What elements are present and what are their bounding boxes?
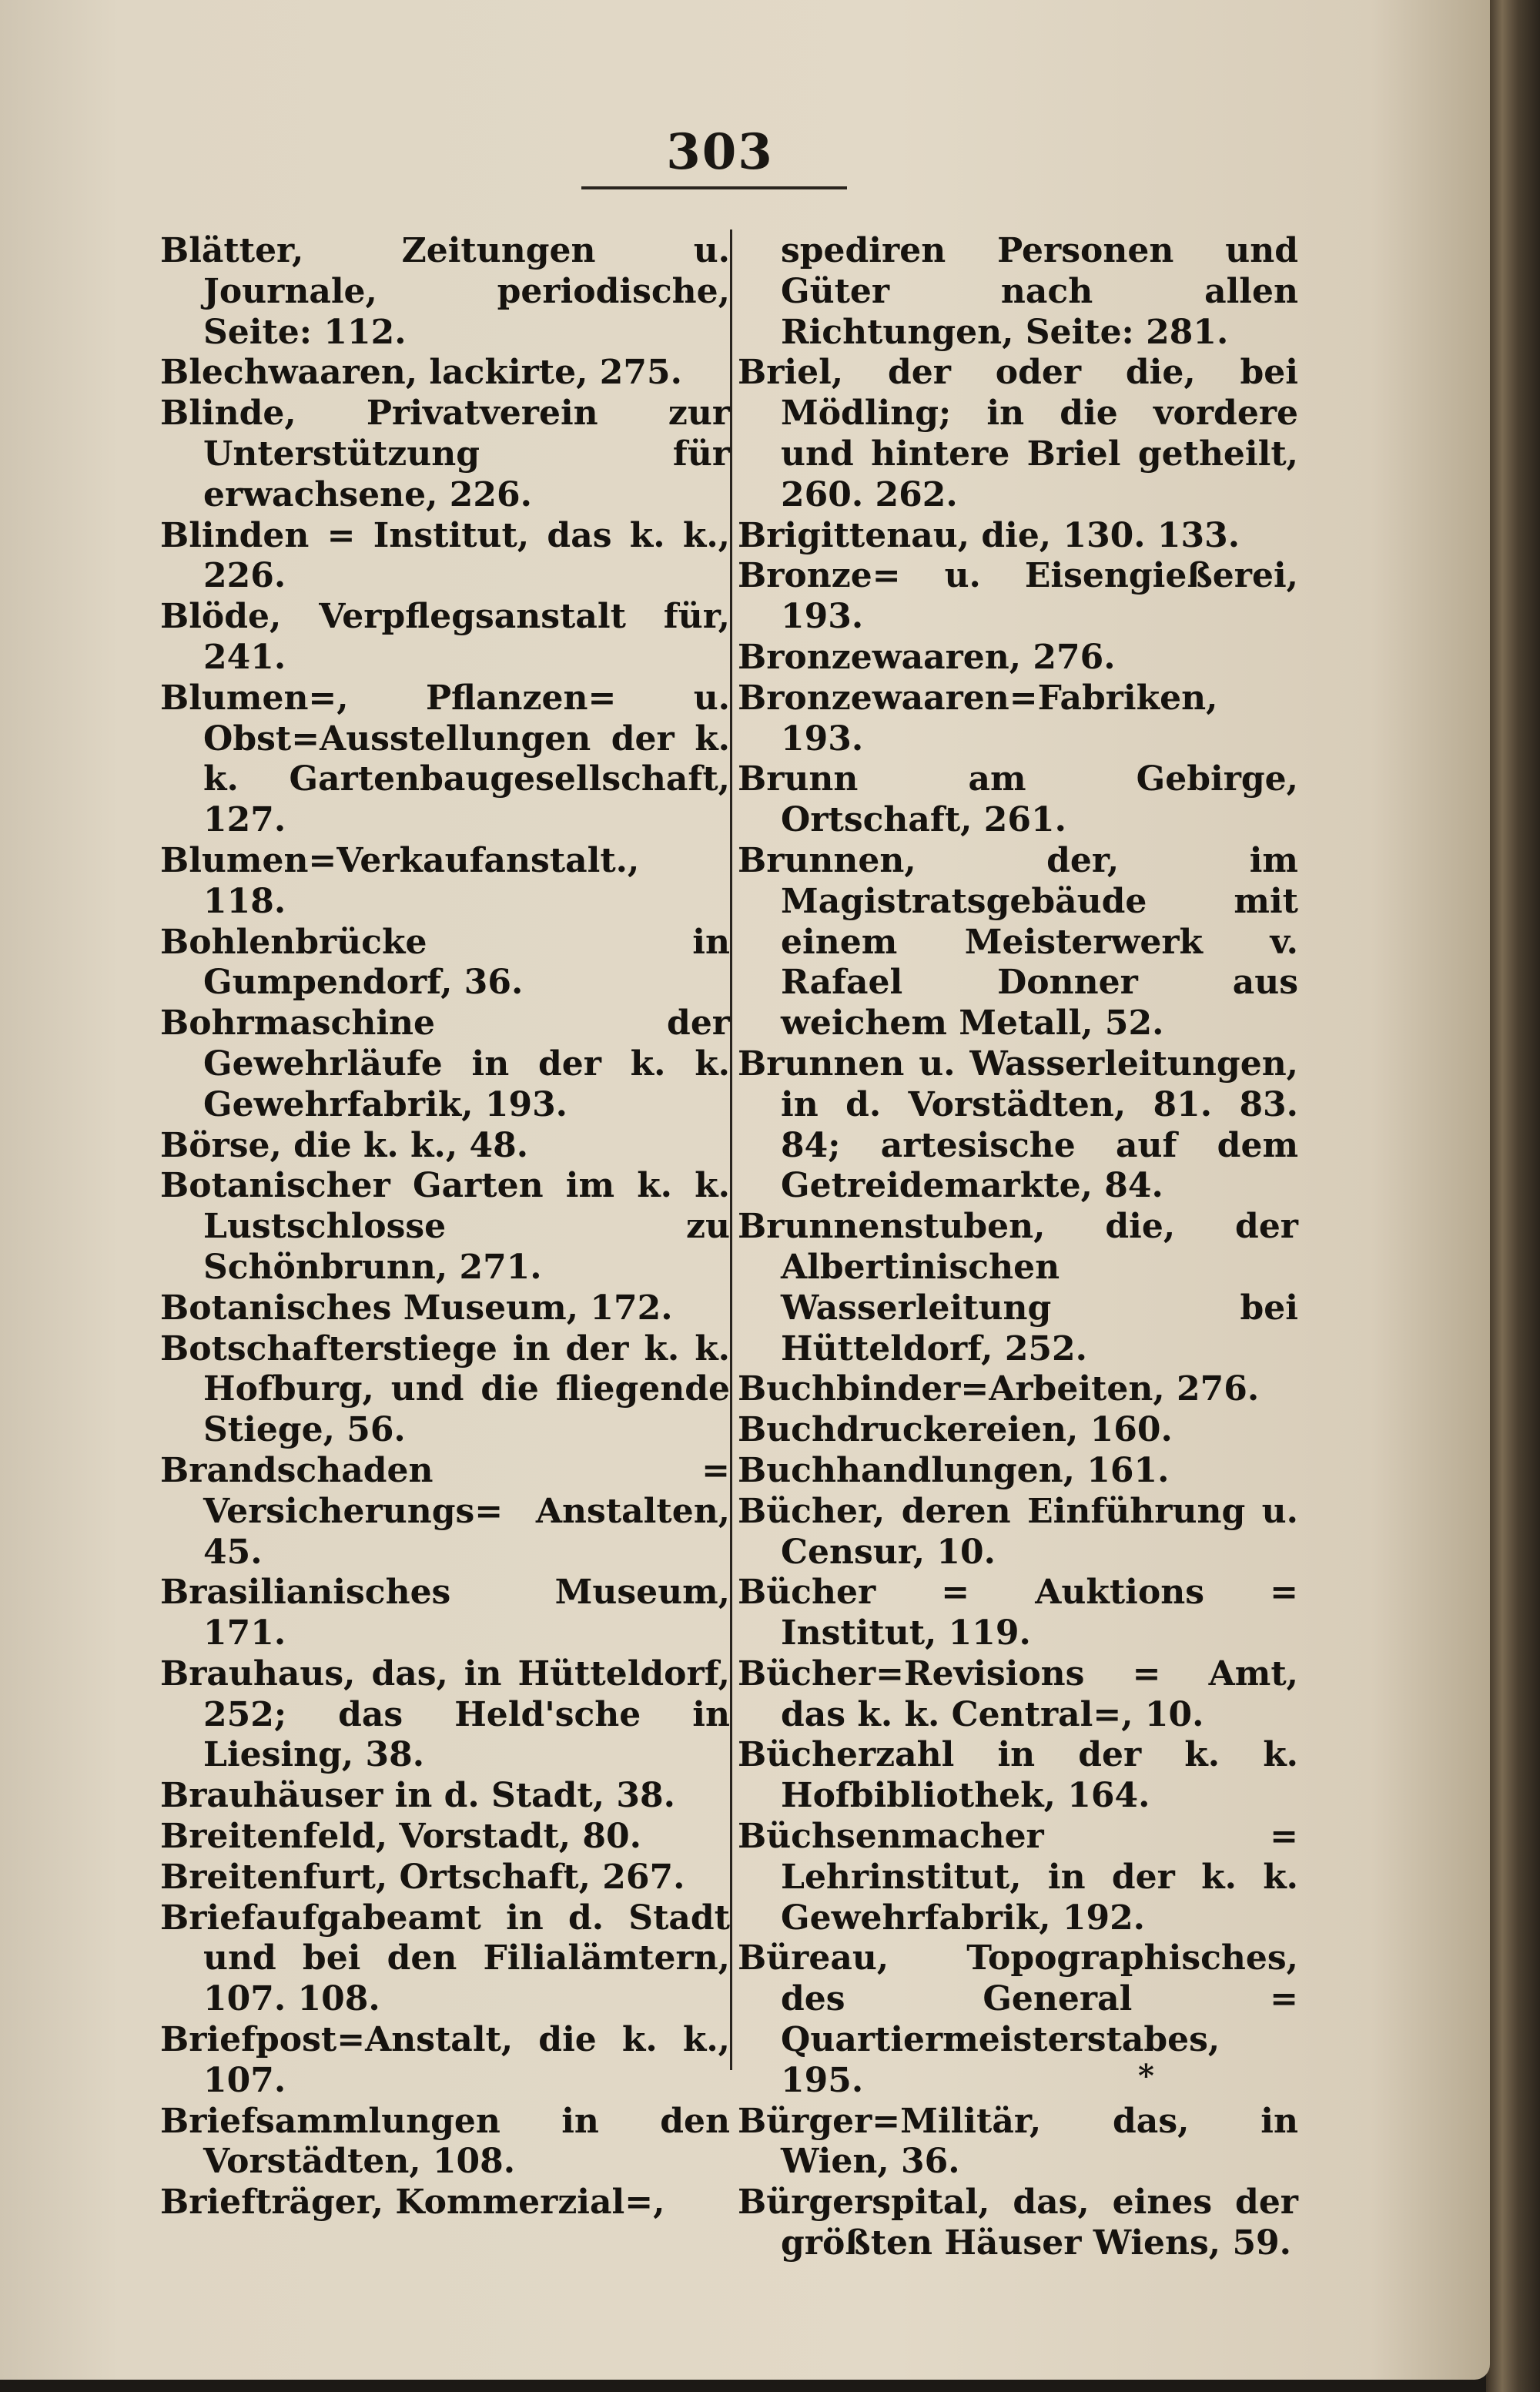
index-entry-continuation: spediren Personen und Güter nach allen Richtungen, Seite: 281. <box>781 231 1298 352</box>
catchword-mark: * <box>1138 2058 1154 2094</box>
right-column <box>738 231 1298 2264</box>
index-entry: Botschafterstiege in der k. k. Hofburg, und die fliegende Stiege, 56. <box>160 1328 730 1450</box>
index-entry: Breitenfeld, Vorstadt, 80. <box>160 1817 641 1857</box>
index-entry: Brandschaden = Versicherungs= Anstalten, 45. <box>160 1450 730 1572</box>
index-entry: Bohlenbrücke in Gumpendorf, 36. <box>160 922 730 1003</box>
index-entry: Buchhandlungen, 161. <box>738 1450 1170 1490</box>
index-entry: Brauhaus, das, in Hütteldorf, 252; das Held'sche in Liesing, 38. <box>160 1653 730 1775</box>
index-entry: Briefsammlungen in den Vorstädten, 108. <box>160 2101 730 2182</box>
index-entry: Bronzewaaren=Fabriken, 193. <box>738 678 1218 759</box>
index-entry: Blöde, Verpflegsanstalt für, 241. <box>160 597 730 677</box>
index-entry: Blumen=, Pflanzen= u. Obst=Ausstellungen der k. k. Gartenbaugesellschaft, 127. <box>160 678 730 840</box>
index-entry: Brunn am Gebirge, Ortschaft, 261. <box>738 759 1298 840</box>
index-entry: Briefpost=Anstalt, die k. k., 107. <box>160 2020 730 2100</box>
index-entry: Buchdruckereien, 160. <box>738 1410 1173 1450</box>
index-entry: Büreau, Topographisches, des General = Quartiermeisterstabes, 195. <box>738 1938 1298 2100</box>
index-entry: Brauhäuser in d. Stadt, 38. <box>160 1776 675 1816</box>
index-entry: Brigittenau, die, 130. 133. <box>738 515 1240 555</box>
column-divider <box>730 229 732 2070</box>
index-entry: Bücherzahl in der k. k. Hofbibliothek, 164. <box>738 1735 1298 1816</box>
page-number: 303 <box>666 123 774 181</box>
index-entry: Bücher=Revisions = Amt, das k. k. Central=, 10. <box>738 1653 1298 1734</box>
index-entry: Blechwaaren, lackirte, 275. <box>160 353 682 393</box>
index-entry: Blätter, Zeitungen u. Journale, periodische, Seite: 112. <box>160 231 730 352</box>
index-entry: Bürger=Militär, das, in Wien, 36. <box>738 2101 1298 2182</box>
index-entry: Botanisches Museum, 172. <box>160 1288 673 1328</box>
index-entry: Brunnen u. Wasserleitungen, in d. Vorstädten, 81. 83. 84; artesische auf dem Getreidemarkte, 84. <box>738 1044 1298 1206</box>
index-entry: Bürgerspital, das, eines der größten Häuser Wiens, 59. <box>738 2183 1298 2263</box>
index-entry: Bronze= u. Eisengießerei, 193. <box>738 556 1298 637</box>
index-entry: Blinde, Privatverein zur Unterstützung für erwachsene, 226. <box>160 394 730 514</box>
index-entry: Blinden = Institut, das k. k., 226. <box>160 515 730 596</box>
index-entry: Botanischer Garten im k. k. Lustschlosse zu Schönbrunn, 271. <box>160 1166 730 1287</box>
index-entry: Bohrmaschine der Gewehrläufe in der k. k. Gewehrfabrik, 193. <box>160 1003 730 1124</box>
header-rule <box>581 186 847 189</box>
index-entry: Buchbinder=Arbeiten, 276. <box>738 1369 1260 1409</box>
index-entry: Brunnen, der, im Magistratsgebäude mit einem Meisterwerk v. Rafael Donner aus weichem Metall, 52. <box>738 840 1298 1044</box>
book-edge <box>1486 0 1540 2392</box>
index-entry: Bücher, deren Einführung u. Censur, 10. <box>738 1491 1298 1572</box>
index-entry: Büchsenmacher = Lehrinstitut, in der k. k. Gewehrfabrik, 192. <box>738 1817 1298 1938</box>
index-entry: Briel, der oder die, bei Mödling; in die vordere und hintere Briel getheilt, 260. 262. <box>738 353 1298 514</box>
index-entry: Bronzewaaren, 276. <box>738 637 1116 677</box>
index-entry: Börse, die k. k., 48. <box>160 1125 529 1165</box>
index-entry: Briefträger, Kommerzial=, <box>160 2183 665 2223</box>
index-entry: Brunnenstuben, die, der Albertinischen Wasserleitung bei Hütteldorf, 252. <box>738 1207 1298 1369</box>
index-entry: Briefaufgabeamt in d. Stadt und bei den Filialämtern, 107. 108. <box>160 1898 730 2019</box>
index-entry: Breitenfurt, Ortschaft, 267. <box>160 1857 685 1897</box>
index-entry: Blumen=Verkaufanstalt., 118. <box>160 840 640 921</box>
left-column <box>160 231 730 2223</box>
index-entry: Bücher = Auktions = Institut, 119. <box>738 1573 1298 1653</box>
index-entry: Brasilianisches Museum, 171. <box>160 1573 730 1653</box>
